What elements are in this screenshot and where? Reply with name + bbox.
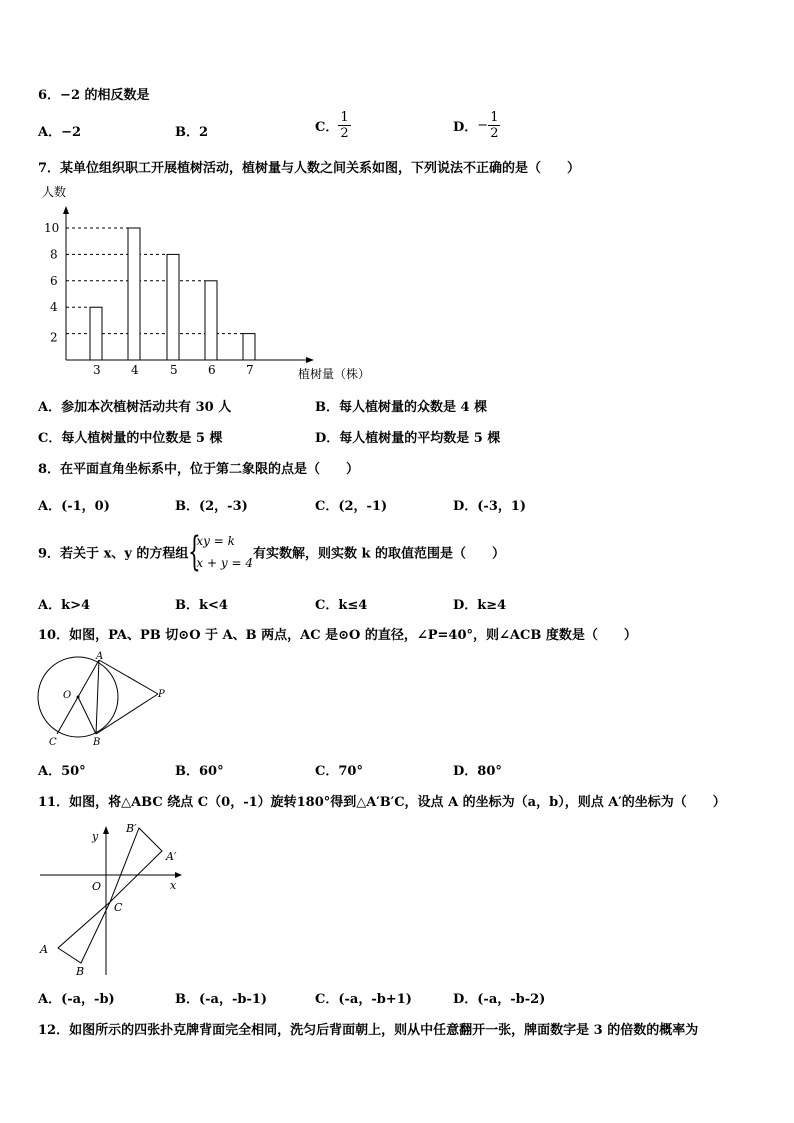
q6-option-c[interactable]: C． $\frac{1}{2}$	[315, 110, 349, 141]
label-p: P	[158, 689, 165, 700]
x-tick-label-7: 7	[246, 363, 254, 377]
triangle-a1b1c	[110, 828, 162, 902]
q9-stem: 9．若关于 x、y 的方程组 { xy = k x + y = 4 有实数解，则实数 k 的取值范围是（ ）	[38, 529, 506, 575]
q8-option-d[interactable]: D．(-3，1)	[453, 499, 527, 514]
q10-option-d[interactable]: D．80°	[453, 764, 502, 779]
q11-option-a[interactable]: A．(-a，-b)	[38, 992, 115, 1007]
y-axis-label: 人数	[42, 185, 67, 199]
bar-5	[167, 254, 179, 360]
x-axis-arrow	[306, 357, 314, 363]
label-y: y	[92, 830, 99, 843]
x-tick-label-3: 3	[93, 363, 101, 377]
q11-option-b[interactable]: B．(-a，-b-1)	[175, 992, 268, 1007]
q9-option-c[interactable]: C．k≤4	[315, 598, 368, 613]
q12-stem: 12．如图所示的四张扑克牌背面完全相同，洗匀后背面朝上，则从中任意翻开一张，牌面数字是 3 的倍数的概率为	[38, 1023, 699, 1038]
fraction: $\frac{1}{2}$	[340, 110, 349, 141]
label-b-prime: B′	[126, 822, 137, 835]
chord-ab	[96, 660, 99, 734]
circle-tangent-figure	[34, 650, 174, 750]
y-tick-label-2: 2	[50, 330, 58, 345]
bar-6	[205, 281, 217, 360]
bar-3	[90, 307, 102, 360]
y-tick-label-4: 4	[50, 300, 58, 315]
q6-option-d[interactable]: D．− $\frac{1}{2}$	[453, 110, 499, 141]
bar-7	[243, 334, 255, 360]
q10-option-b[interactable]: B．60°	[175, 764, 224, 779]
y-tick-label-6: 6	[50, 273, 58, 288]
label-a: A	[96, 651, 104, 662]
q9-option-d[interactable]: D．k≥4	[453, 598, 507, 613]
fraction: $\frac{1}{2}$	[490, 110, 499, 141]
q7-option-c[interactable]: C．每人植树量的中位数是 5 棵	[38, 431, 223, 446]
brace-icon: {	[188, 529, 202, 575]
x-tick-label-5: 5	[170, 363, 178, 377]
tree-planting-bar-chart	[36, 178, 371, 383]
label-o: O	[92, 880, 102, 893]
label-a: A	[40, 943, 48, 956]
label-c: C	[49, 737, 57, 748]
q7-option-a[interactable]: A．参加本次植树活动共有 30 人	[38, 400, 232, 415]
q8-option-c[interactable]: C．(2，-1)	[315, 499, 388, 514]
bar-4	[128, 228, 140, 360]
radius-ob	[78, 697, 96, 734]
q10-option-c[interactable]: C．70°	[315, 764, 363, 779]
center-point	[77, 696, 80, 699]
q10-option-a[interactable]: A．50°	[38, 764, 86, 779]
q6-option-b[interactable]: B．2	[175, 125, 209, 140]
q6-stem: 6．−2 的相反数是	[38, 88, 150, 103]
x-axis-label: 植树量（株）	[298, 367, 371, 381]
tangent-pb	[96, 694, 158, 734]
q11-option-d[interactable]: D．(-a，-b-2)	[453, 992, 546, 1007]
x-tick-label-6: 6	[208, 363, 216, 377]
label-a-prime: A′	[166, 850, 177, 863]
label-b: B	[76, 965, 85, 978]
label-b: B	[93, 737, 101, 748]
x-tick-label-4: 4	[131, 363, 139, 377]
label-c: C	[114, 901, 123, 914]
q8-option-a[interactable]: A．(-1，0)	[38, 499, 110, 514]
q11-stem: 11．如图，将△ABC 绕点 C（0，-1）旋转180°得到△A′B′C，设点 A 的坐标为（a，b），则点 A′的坐标为（ ）	[38, 795, 726, 810]
rotation-figure	[36, 818, 186, 978]
q9-option-b[interactable]: B．k<4	[175, 598, 228, 613]
equation-system: { xy = k x + y = 4	[188, 529, 253, 575]
q10-stem: 10．如图，PA、PB 切⊙O 于 A、B 两点，AC 是⊙O 的直径，∠P=40°，则∠ACB 度数是（ ）	[38, 628, 637, 643]
q8-option-b[interactable]: B．(2，-3)	[175, 499, 248, 514]
q7-stem: 7．某单位组织职工开展植树活动，植树量与人数之间关系如图，下列说法不正确的是（ ）	[38, 161, 581, 176]
q6-option-a[interactable]: A．−2	[38, 125, 82, 140]
tangent-pa	[99, 660, 158, 694]
label-x: x	[170, 879, 177, 892]
q7-option-b[interactable]: B．每人植树量的众数是 4 棵	[315, 400, 488, 415]
q11-option-c[interactable]: C．(-a，-b+1)	[315, 992, 412, 1007]
triangle-abc	[58, 902, 110, 963]
q9-option-a[interactable]: A．k>4	[38, 598, 91, 613]
y-tick-label-8: 8	[50, 247, 58, 262]
y-tick-label-10: 10	[44, 221, 60, 235]
q8-stem: 8．在平面直角坐标系中，位于第二象限的点是（ ）	[38, 462, 360, 477]
label-o: O	[63, 690, 72, 701]
y-axis-arrow	[103, 826, 109, 834]
x-axis-arrow	[175, 872, 182, 878]
y-axis-arrow	[63, 206, 69, 214]
q7-option-d[interactable]: D．每人植树量的平均数是 5 棵	[315, 431, 501, 446]
